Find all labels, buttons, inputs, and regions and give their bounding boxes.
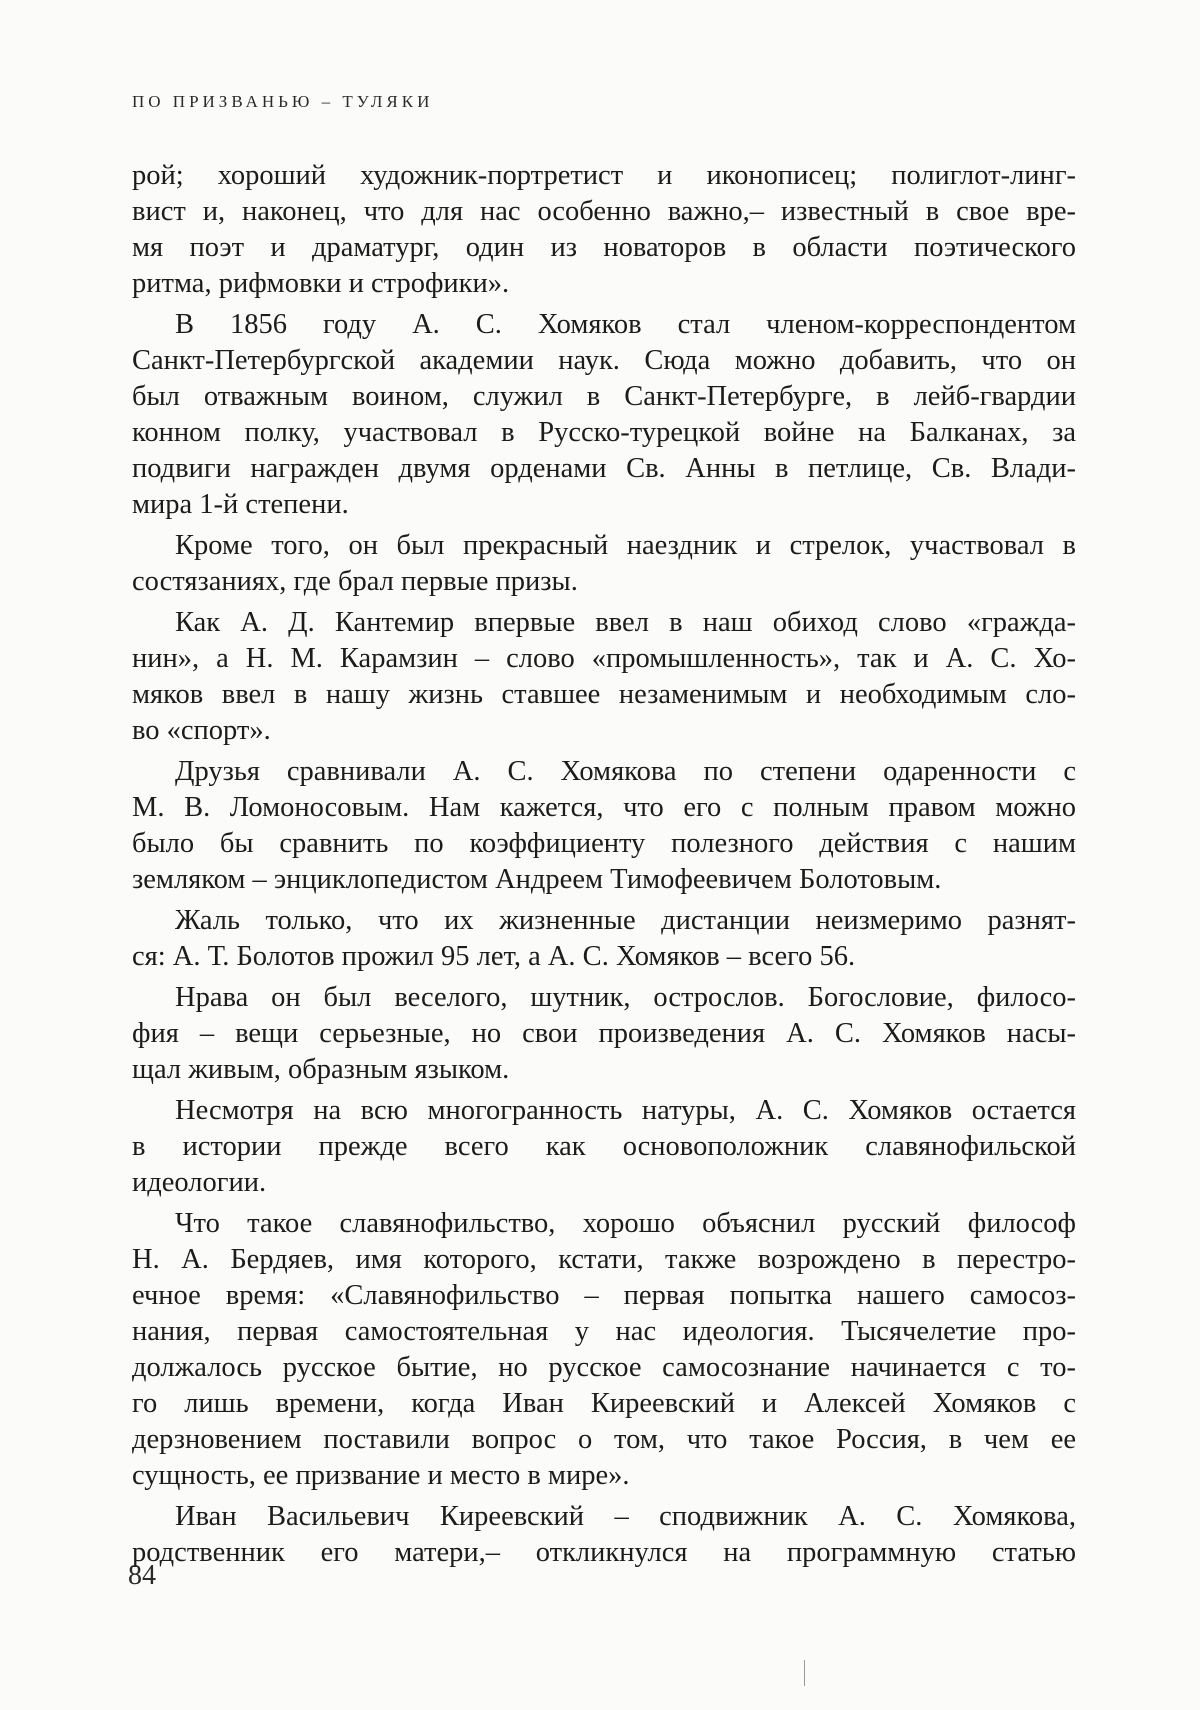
text-line: фия – вещи серьезные, но свои произведения А. С. Хомяков насы-	[132, 1018, 1076, 1049]
text-line: во «спорт».	[132, 715, 271, 746]
text-line: должалось русское бытие, но русское самосознание начинается с то-	[132, 1352, 1076, 1383]
paragraph-first-line: Кроме того, он был прекрасный наездник и стрелок, участвовал в	[175, 530, 1076, 561]
paragraph-first-line: Несмотря на всю многогранность натуры, А. С. Хомяков остается	[175, 1095, 1076, 1126]
text-line: сущность, ее призвание и место в мире».	[132, 1460, 630, 1491]
text-line: в истории прежде всего как основоположник славянофильской	[132, 1131, 1076, 1162]
text-line: Санкт-Петербургской академии наук. Сюда можно добавить, что он	[132, 345, 1076, 376]
paragraph-first-line: Друзья сравнивали А. С. Хомякова по степени одаренности с	[175, 756, 1076, 787]
text-line: был отважным воином, служил в Санкт-Петербурге, в лейб-гвардии	[132, 381, 1076, 412]
text-line: дерзновением поставили вопрос о том, что такое Россия, в чем ее	[132, 1424, 1076, 1455]
text-line: ечное время: «Славянофильство – первая попытка нашего самосоз-	[132, 1280, 1076, 1311]
text-line: земляком – энциклопедистом Андреем Тимофеевичем Болотовым.	[132, 864, 942, 895]
scan-mark	[804, 1660, 805, 1686]
running-head: ПО ПРИЗВАНЬЮ – ТУЛЯКИ	[132, 92, 434, 111]
text-line: родственник его матери,– откликнулся на программную статью	[132, 1537, 1076, 1568]
text-line: состязаниях, где брал первые призы.	[132, 566, 578, 597]
text-line: нания, первая самостоятельная у нас идеология. Тысячелетие про-	[132, 1316, 1076, 1347]
text-line: Н. А. Бердяев, имя которого, кстати, также возрождено в перестро-	[132, 1244, 1076, 1275]
text-line: рой; хороший художник-портретист и иконописец; полиглот-линг-	[132, 160, 1076, 191]
text-line: подвиги награжден двумя орденами Св. Анны в петлице, Св. Влади-	[132, 453, 1076, 484]
paragraph-first-line: Нрава он был веселого, шутник, острослов. Богословие, филосо-	[175, 982, 1076, 1013]
text-line: было бы сравнить по коэффициенту полезного действия с нашим	[132, 828, 1076, 859]
page-number: 84	[128, 1560, 156, 1591]
text-line: мира 1-й степени.	[132, 489, 349, 520]
text-line: нин», а Н. М. Карамзин – слово «промышленность», так и А. С. Хо-	[132, 643, 1076, 674]
paragraph-first-line: Что такое славянофильство, хорошо объяснил русский философ	[175, 1208, 1076, 1239]
text-line: ся: А. Т. Болотов прожил 95 лет, а А. С. Хомяков – всего 56.	[132, 941, 856, 972]
text-line: щал живым, образным языком.	[132, 1054, 510, 1085]
text-line: вист и, наконец, что для нас особенно важно,– известный в свое вре-	[132, 196, 1076, 227]
text-line: М. В. Ломоносовым. Нам кажется, что его с полным правом можно	[132, 792, 1076, 823]
text-line: го лишь времени, когда Иван Киреевский и Алексей Хомяков с	[132, 1388, 1076, 1419]
paragraph-first-line: Иван Васильевич Киреевский – сподвижник А. С. Хомякова,	[175, 1501, 1076, 1532]
paragraph-first-line: Как А. Д. Кантемир впервые ввел в наш обиход слово «гражда-	[175, 607, 1076, 638]
text-line: конном полку, участвовал в Русско-турецкой войне на Балканах, за	[132, 417, 1076, 448]
paragraph-first-line: Жаль только, что их жизненные дистанции неизмеримо разнят-	[175, 905, 1076, 936]
body-text	[132, 158, 1076, 1571]
text-line: ритма, рифмовки и строфики».	[132, 268, 510, 299]
paragraph-first-line: В 1856 году А. С. Хомяков стал членом-корреспондентом	[175, 309, 1076, 340]
text-line: идеологии.	[132, 1167, 267, 1198]
text-line: мя поэт и драматург, один из новаторов в области поэтического	[132, 232, 1076, 263]
text-line: мяков ввел в нашу жизнь ставшее незаменимым и необходимым сло-	[132, 679, 1076, 710]
